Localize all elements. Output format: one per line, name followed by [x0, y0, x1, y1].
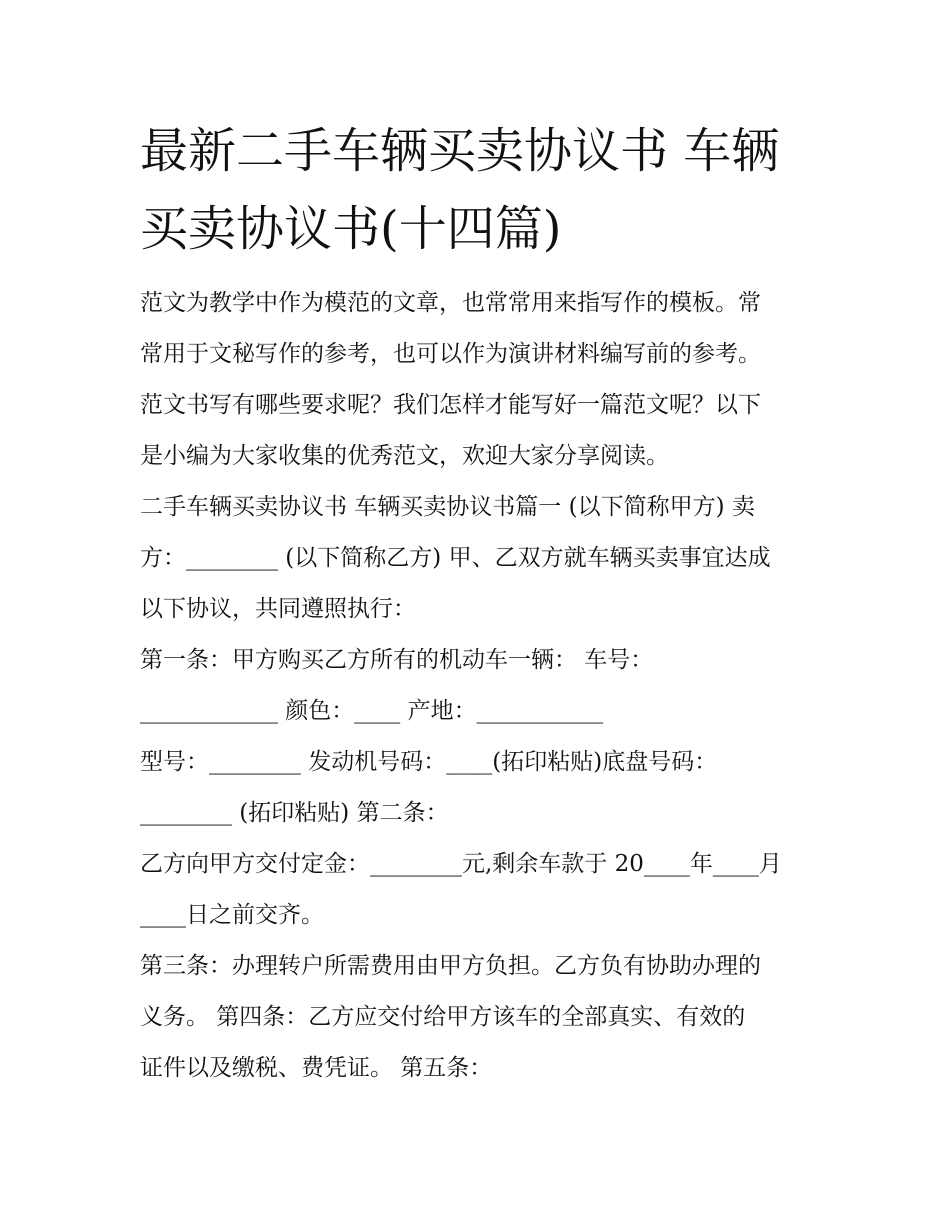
body-line: 义务。 第四条：乙方应交付给甲方该车的全部真实、有效的 — [140, 1004, 746, 1030]
body-line: 型号：________ 发动机号码：____(拓印粘贴)底盘号码： — [140, 749, 718, 775]
body-line: 二手车辆买卖协议书 车辆买卖协议书篇一 (以下简称甲方) 卖 — [140, 494, 755, 520]
title-line: 最新二手车辆买卖协议书 车辆 — [140, 123, 780, 179]
body-line: 范文书写有哪些要求呢？我们怎样才能写好一篇范文呢？以下 — [140, 392, 761, 418]
body-line: 证件以及缴税、费凭证。 第五条： — [140, 1055, 493, 1081]
body-line: ____________ 颜色：____ 产地：___________ — [140, 698, 604, 724]
body-line: 第一条：甲方购买乙方所有的机动车一辆： 车号： — [140, 647, 654, 673]
title-line: 买卖协议书(十四篇) — [140, 201, 562, 257]
body-line: ________ (拓印粘贴) 第二条： — [140, 800, 449, 826]
document-body — [140, 278, 820, 1094]
body-line: 是小编为大家收集的优秀范文，欢迎大家分享阅读。 — [140, 443, 669, 469]
body-line: 以下协议，共同遵照执行： — [140, 596, 416, 622]
body-line: 第三条：办理转户所需费用由甲方负担。乙方负有协助办理的 — [140, 953, 761, 979]
body-line: 范文为教学中作为模范的文章，也常常用来指写作的模板。常 — [140, 290, 761, 316]
body-line: 常用于文秘写作的参考，也可以作为演讲材料编写前的参考。 — [140, 341, 761, 367]
body-line: 乙方向甲方交付定金：________元,剩余车款于 20____年____月 — [140, 851, 782, 877]
body-line: ____日之前交齐。 — [140, 902, 324, 928]
body-line: 方：________ (以下简称乙方) 甲、乙双方就车辆买卖事宜达成 — [140, 545, 771, 571]
document-title — [140, 112, 820, 268]
